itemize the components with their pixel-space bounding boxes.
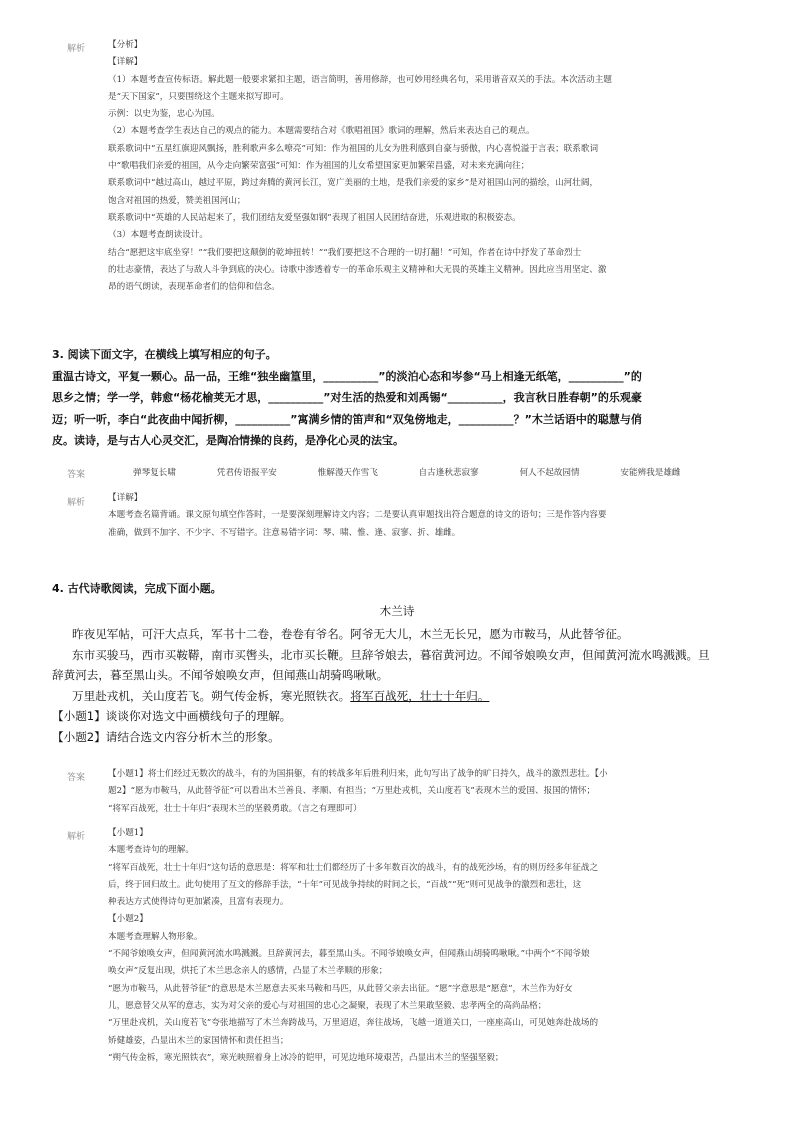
question-line: 重温古诗文，平复一颗心。品一品，王维“独坐幽篁里，__________”的淡泊心态和岑参“马上相逢无纸笔，__________”的 <box>52 369 642 383</box>
text-line: 【小题2】 <box>108 914 148 925</box>
answer-item: 弹琴复长啸 <box>133 468 176 478</box>
text-line: 结合“愿把这牢底坐穿！”“我们要把这颠倒的乾坤扭转！”“我们要把这不合理的一切打翻！”可知，作者在诗中抒发了革命烈士 <box>108 247 582 258</box>
text-line: 准确，做到不加字、不少字、不写错字。注意易错字词：琴、啸、惟、逢、寂寥、折、雄雌。 <box>108 527 461 538</box>
text-line: 示例：以史为鉴，忠心为国。 <box>108 109 220 120</box>
poem-line: 东市买骏马，西市买鞍鞯，南市买辔头，北市买长鞭。旦辞爷娘去，暮宿黄河边。不闻爷娘唤女声，但闻黄河流水鸣溅溅。旦 <box>72 647 710 662</box>
q4-answer <box>108 766 608 818</box>
text-line: 种表达方式使得诗句更加紧凑，且富有表现力。 <box>108 897 289 908</box>
q3-analysis <box>108 490 606 542</box>
text-line: 【详解】 <box>108 493 143 503</box>
text-line: 题2】“愿为市鞍马，从此替爷征”可以看出木兰善良、孝顺、有担当；“万里赴戎机，关山度若飞”表现木兰的爱国、报国的情怀； <box>108 786 596 797</box>
text-line: 本题考查名篇背诵。课文原句填空作答时，一是要深刻理解诗文内容；二是要认真审题找出符合题意的诗文的语句；三是作答内容要 <box>108 510 607 521</box>
text-line: “愿为市鞍马，从此替爷征”的意思是木兰愿意去买来马鞍和马匹，从此替父亲去出征。“愿”字意思是“愿意”，木兰作为好女 <box>108 983 573 994</box>
poem-line: 辞黄河去，暮至黑山头。不闻爷娘唤女声，但闻燕山胡骑鸣啾啾。 <box>52 668 389 682</box>
text-line: “将军百战死，壮士十年归”表现木兰的坚毅勇敢。（言之有理即可） <box>108 803 362 814</box>
question-line: 思乡之情；学一学，韩愈“杨花榆荚无才思，__________”对生活的热爱和刘禹锡“__________，我言秋日胜春朝”的乐观豪 <box>52 391 642 404</box>
text-line: “不闻爷娘唤女声，但闻黄河流水鸣溅溅。旦辞黄河去，暮至黑山头。不闻爷娘唤女声，但闻燕山胡骑鸣啾啾。”中两个“不闻爷娘 <box>108 949 590 960</box>
answer-label: 答案 <box>67 773 86 783</box>
answer-item: 自古逢秋悲寂寥 <box>418 468 479 478</box>
text-line: 昂的语气朗读，表现革命者们的信仰和信念。 <box>108 282 280 293</box>
text-line: 【小题1】将士们经过无数次的战斗，有的为国捐躯，有的转战多年后胜利归来，此句写出了战争的旷日持久，战斗的激烈悲壮。【小 <box>108 769 608 779</box>
subquestion-2: 【小题2】请结合选文内容分析木兰的形象。 <box>52 729 280 744</box>
poem-body <box>52 624 710 747</box>
poem-text: 万里赴戎机，关山度若飞。朔气传金柝，寒光照铁衣。 <box>72 688 351 703</box>
question-line: 皮。读诗，是与古人心灵交汇，是陶冶情操的良药，是净化心灵的法宝。 <box>52 434 404 447</box>
text-line: 饱含对祖国的热爱，赞美祖国河山； <box>108 195 246 206</box>
question-line: 迈；听一听，李白“此夜曲中闻折柳，__________”寓满乡情的笛声和“双兔傍地走，__________？”木兰话语中的聪慧与俏 <box>52 412 642 426</box>
answer-item: 凭君传语报平安 <box>216 468 277 478</box>
text-line: “将军百战死，壮士十年归”这句话的意思是：将军和壮士们都经历了十多年数百次的战斗，有的战死沙场，有的则历经多年征战之 <box>108 862 599 873</box>
section1-analysis <box>108 37 612 296</box>
text-line: 【小题1】 <box>108 828 148 838</box>
text-line: 是“天下国家”，只要围绕这个主题来拟写即可。 <box>108 91 289 102</box>
poem-title: 木兰诗 <box>379 604 415 618</box>
text-line: 本题考查诗句的理解。 <box>108 845 194 856</box>
text-line: 联系歌词中“越过高山，越过平原，跨过奔腾的黄河长江，宽广美丽的土地，是我们亲爱的家乡”是对祖国山河的描绘，山河壮阔， <box>108 178 599 189</box>
text-line: 中“歌唱我们亲爱的祖国，从今走向繁荣富强”可知：作为祖国的儿女希望国家更加繁荣昌盛，对未来充满向往； <box>108 161 530 172</box>
question-4-header <box>52 578 222 600</box>
answer-label: 答案 <box>67 470 86 480</box>
text-line: 本题考查理解人物形象。 <box>108 931 203 942</box>
answer-item: 安能辨我是雄雌 <box>620 468 681 478</box>
poem-line <box>52 686 710 707</box>
text-line: “万里赴戎机，关山度若飞”夸张地描写了木兰奔跨战马，万里迢迢，奔往战场，飞越一道道关口，一座座高山，可见她奔赴战场的 <box>108 1018 599 1029</box>
analysis-label: 解析 <box>67 44 86 54</box>
text-line: 儿，愿意替父从军的意志，实为对父亲的爱心与对祖国的忠心之凝聚，表现了木兰果敢坚毅、忠孝两全的高尚品格； <box>108 1000 547 1011</box>
text-line: 【详解】 <box>108 57 143 68</box>
text-line: （2）本题考查学生表达自己的观点的能力。本题需要结合对《歌唱祖国》歌词的理解，然后来表达自己的观点。 <box>108 126 535 137</box>
answer-item: 何人不起故园情 <box>519 468 580 478</box>
question-3 <box>52 344 642 452</box>
text-line: 唤女声”反复出现，烘托了木兰思念亲人的感情，凸显了木兰孝顺的形象； <box>108 966 388 977</box>
text-line: “朔气传金柝，寒光照铁衣”，寒光映照着身上冰冷的铠甲，可见边地环境艰苦，凸显出木兰的坚强坚毅； <box>108 1052 504 1063</box>
text-line: 【分析】 <box>108 40 143 50</box>
text-line: 后，终于回归故土。此句使用了互文的修辞手法，“十年”可见战争持续的时间之长，“百战”“死”则可见战争的激烈和悲壮，这 <box>108 879 582 890</box>
subquestion-1: 【小题1】谈谈你对选文中画横线句子的理解。 <box>52 709 292 723</box>
underlined-sentence: 将军百战死，壮士十年归。 <box>350 688 490 703</box>
q3-answers <box>133 466 719 478</box>
question-header: 3. 阅读下面文字，在横线上填写相应的句子。 <box>52 348 277 361</box>
text-line: 联系歌词中“英雄的人民站起来了，我们团结友爱坚强如钢”表现了祖国人民团结奋进，乐观进取的积极姿态。 <box>108 212 521 223</box>
analysis-label: 解析 <box>67 832 86 842</box>
q4-analysis <box>108 825 598 1067</box>
text-line: （1）本题考查宣传标语。解此题一般要求紧扣主题，语言简明，善用修辞，也可妙用经典名句，采用谐音双关的手法。本次活动主题 <box>108 74 612 85</box>
analysis-label: 解析 <box>67 498 86 508</box>
text-line: 矫健雄姿，凸显出木兰的家国情怀和责任担当； <box>108 1035 289 1046</box>
text-line: 联系歌词中“五星红旗迎风飘扬，胜利歌声多么嘹亮”可知：作为祖国的儿女为胜利感到自豪与骄傲，内心喜悦溢于言表；联系歌词 <box>108 143 599 154</box>
answer-item: 惟解漫天作雪飞 <box>317 468 378 478</box>
text-line: 的壮志豪情，表达了与敌人斗争到底的决心。诗歌中渗透着专一的革命乐观主义精神和大无畏的英雄主义精神。因此应当用坚定、激 <box>108 264 607 275</box>
text-line: （3）本题考查朗读设计。 <box>108 230 208 241</box>
poem-line: 昨夜见军帖，可汗大点兵，军书十二卷，卷卷有爷名。阿爷无大儿，木兰无长兄，愿为市鞍马，从此替爷征。 <box>72 627 629 641</box>
question-header: 4. 古代诗歌阅读，完成下面小题。 <box>52 582 222 595</box>
